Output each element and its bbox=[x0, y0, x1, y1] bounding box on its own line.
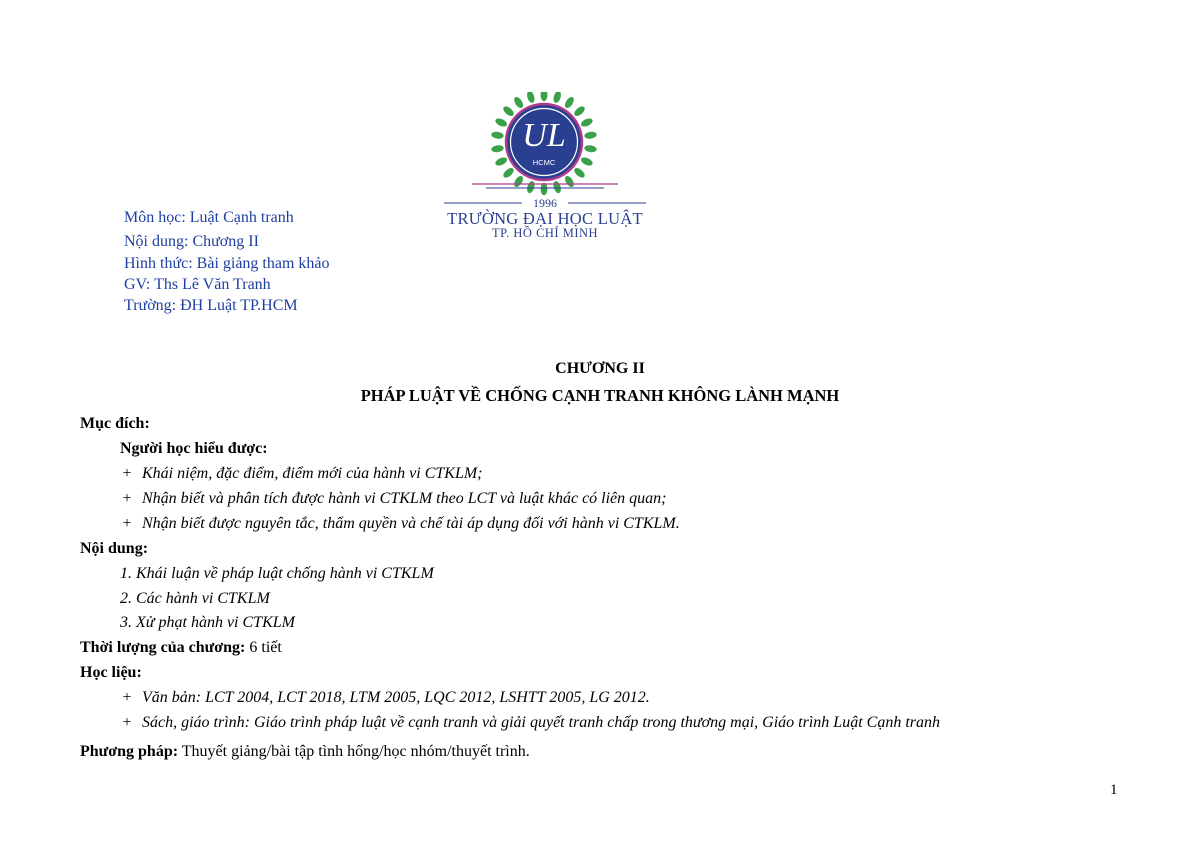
materials-item-text: Sách, giáo trình: Giáo trình pháp luật về cạnh tranh và giải quyết tranh chấp trong thương mại, Giáo trình Luật Cạnh tranh bbox=[142, 714, 940, 731]
leaf-icon bbox=[512, 95, 524, 109]
bullet-symbol: + bbox=[122, 515, 132, 532]
materials-item-text: Văn bản: LCT 2004, LCT 2018, LTM 2005, LQC 2012, LSHTT 2005, LG 2012. bbox=[142, 689, 650, 706]
leaf-icon bbox=[580, 117, 594, 128]
method-label: Phương pháp: bbox=[80, 743, 179, 760]
course-content: Nội dung: Chương II bbox=[124, 233, 259, 250]
leaf-icon bbox=[552, 180, 562, 194]
leaf-icon bbox=[491, 131, 504, 139]
method-line bbox=[80, 742, 530, 762]
leaf-icon bbox=[502, 105, 516, 118]
leaf-icon bbox=[502, 166, 516, 179]
content-item: 1. Khái luận về pháp luật chống hành vi CTKLM bbox=[120, 565, 434, 582]
content-heading: Nội dung: bbox=[80, 540, 149, 557]
purpose-item-text: Nhận biết và phân tích được hành vi CTKLM theo LCT và luật khác có liên quan; bbox=[142, 490, 667, 507]
leaf-icon bbox=[541, 92, 548, 101]
leaf-icon bbox=[526, 92, 536, 104]
purpose-intro: Người học hiểu được: bbox=[120, 440, 268, 457]
chapter-number: CHƯƠNG II bbox=[555, 360, 645, 377]
leaf-icon bbox=[573, 166, 587, 179]
purpose-item-text: Nhận biết được nguyên tắc, thẩm quyền và chế tài áp dụng đối với hành vi CTKLM. bbox=[142, 515, 680, 532]
leaf-icon bbox=[580, 156, 594, 167]
leaf-icon bbox=[563, 174, 575, 188]
leaf-icon bbox=[563, 95, 575, 109]
purpose-item-text: Khái niệm, đặc điểm, điểm mới của hành vi CTKLM; bbox=[142, 465, 483, 482]
logo-city: TP. HỒ CHÍ MINH bbox=[491, 226, 599, 240]
svg-text:UL: UL bbox=[522, 117, 566, 154]
method-value: Thuyết giảng/bài tập tình hống/học nhóm/thuyết trình. bbox=[181, 743, 530, 760]
university-logo bbox=[442, 92, 648, 242]
course-format: Hình thức: Bài giảng tham khảo bbox=[124, 255, 330, 272]
leaf-icon bbox=[494, 117, 508, 128]
bullet-symbol: + bbox=[122, 490, 132, 507]
leaf-icon bbox=[584, 131, 597, 139]
bullet-symbol: + bbox=[122, 714, 132, 731]
purpose-heading: Mục đích: bbox=[80, 415, 150, 432]
duration-label: Thời lượng của chương: bbox=[80, 639, 246, 656]
page-number: 1 bbox=[1110, 782, 1118, 798]
logo-university-name: TRƯỜNG ĐẠI HỌC LUẬT bbox=[447, 209, 643, 228]
svg-text:HCMC: HCMC bbox=[532, 158, 556, 167]
leaf-icon bbox=[494, 156, 508, 167]
bullet-symbol: + bbox=[122, 465, 132, 482]
course-lecturer: GV: Ths Lê Văn Tranh bbox=[124, 276, 271, 293]
duration-value: 6 tiết bbox=[249, 639, 282, 656]
leaf-icon bbox=[491, 144, 504, 152]
university-seal-icon bbox=[442, 92, 648, 196]
leaf-icon bbox=[573, 105, 587, 118]
course-info bbox=[124, 207, 330, 316]
leaf-icon bbox=[584, 144, 597, 152]
leaf-icon bbox=[512, 174, 524, 188]
content-item: 3. Xử phạt hành vi CTKLM bbox=[120, 614, 295, 631]
content-item: 2. Các hành vi CTKLM bbox=[120, 590, 270, 607]
duration-line bbox=[80, 638, 282, 658]
course-subject: Môn học: Luật Cạnh tranh bbox=[124, 209, 294, 226]
logo-year: 1996 bbox=[533, 196, 557, 210]
bullet-symbol: + bbox=[122, 689, 132, 706]
course-school: Trường: ĐH Luật TP.HCM bbox=[124, 297, 298, 314]
leaf-icon bbox=[526, 180, 536, 194]
leaf-icon bbox=[552, 92, 562, 104]
materials-heading: Học liệu: bbox=[80, 664, 142, 681]
chapter-title: PHÁP LUẬT VỀ CHỐNG CẠNH TRANH KHÔNG LÀNH MẠNH bbox=[360, 386, 840, 405]
leaf-icon bbox=[541, 183, 548, 195]
